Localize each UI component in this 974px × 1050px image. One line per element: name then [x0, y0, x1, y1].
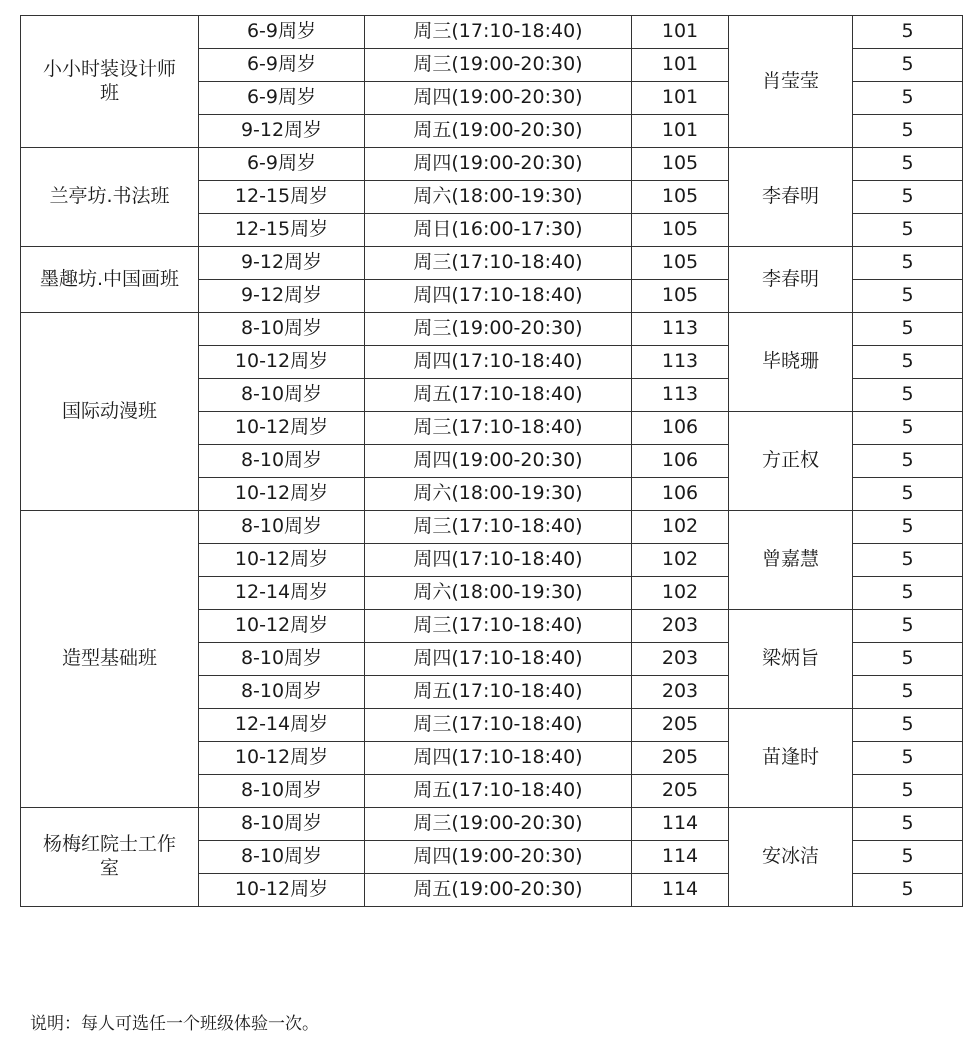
class-time-cell: 周五(19:00-20:30): [365, 874, 632, 907]
teacher-cell: 梁炳旨: [729, 610, 853, 709]
class-time-cell: 周五(17:10-18:40): [365, 379, 632, 412]
class-time-cell: 周三(17:10-18:40): [365, 709, 632, 742]
room-cell: 203: [632, 676, 729, 709]
quota-cell: 5: [853, 709, 963, 742]
age-range-cell: 8-10周岁: [199, 643, 365, 676]
class-time-cell: 周五(17:10-18:40): [365, 676, 632, 709]
class-name-cell: 国际动漫班: [21, 313, 199, 511]
room-cell: 102: [632, 544, 729, 577]
quota-cell: 5: [853, 643, 963, 676]
age-range-cell: 8-10周岁: [199, 808, 365, 841]
age-range-cell: 10-12周岁: [199, 346, 365, 379]
teacher-cell: 方正权: [729, 412, 853, 511]
table-row: [21, 148, 963, 181]
class-time-cell: 周三(19:00-20:30): [365, 313, 632, 346]
schedule-body: [21, 16, 963, 907]
quota-cell: 5: [853, 841, 963, 874]
class-name-cell: 杨梅红院士工作室: [21, 808, 199, 907]
footnote: 说明：每人可选任一个班级体验一次。: [30, 1014, 319, 1034]
room-cell: 105: [632, 247, 729, 280]
class-time-cell: 周四(19:00-20:30): [365, 445, 632, 478]
table-row: [21, 808, 963, 841]
class-schedule-table: [20, 15, 963, 907]
quota-cell: 5: [853, 115, 963, 148]
age-range-cell: 12-14周岁: [199, 709, 365, 742]
age-range-cell: 8-10周岁: [199, 379, 365, 412]
room-cell: 106: [632, 412, 729, 445]
room-cell: 105: [632, 148, 729, 181]
age-range-cell: 10-12周岁: [199, 874, 365, 907]
room-cell: 114: [632, 808, 729, 841]
room-cell: 203: [632, 610, 729, 643]
quota-cell: 5: [853, 16, 963, 49]
class-time-cell: 周三(19:00-20:30): [365, 49, 632, 82]
table-row: [21, 511, 963, 544]
room-cell: 113: [632, 346, 729, 379]
class-time-cell: 周六(18:00-19:30): [365, 181, 632, 214]
age-range-cell: 8-10周岁: [199, 841, 365, 874]
room-cell: 101: [632, 115, 729, 148]
teacher-cell: 苗逢时: [729, 709, 853, 808]
room-cell: 205: [632, 775, 729, 808]
quota-cell: 5: [853, 544, 963, 577]
class-name-cell: 墨趣坊.中国画班: [21, 247, 199, 313]
age-range-cell: 6-9周岁: [199, 49, 365, 82]
class-time-cell: 周四(19:00-20:30): [365, 82, 632, 115]
room-cell: 102: [632, 511, 729, 544]
quota-cell: 5: [853, 181, 963, 214]
quota-cell: 5: [853, 511, 963, 544]
age-range-cell: 6-9周岁: [199, 82, 365, 115]
teacher-cell: 安冰洁: [729, 808, 853, 907]
age-range-cell: 10-12周岁: [199, 742, 365, 775]
age-range-cell: 6-9周岁: [199, 16, 365, 49]
class-name-cell: 小小时装设计师班: [21, 16, 199, 148]
age-range-cell: 10-12周岁: [199, 412, 365, 445]
table-row: [21, 313, 963, 346]
class-time-cell: 周三(17:10-18:40): [365, 247, 632, 280]
quota-cell: 5: [853, 148, 963, 181]
room-cell: 101: [632, 16, 729, 49]
quota-cell: 5: [853, 214, 963, 247]
quota-cell: 5: [853, 247, 963, 280]
teacher-cell: 肖莹莹: [729, 16, 853, 148]
class-name-cell: 兰亭坊.书法班: [21, 148, 199, 247]
class-time-cell: 周四(17:10-18:40): [365, 742, 632, 775]
class-time-cell: 周三(17:10-18:40): [365, 412, 632, 445]
age-range-cell: 9-12周岁: [199, 247, 365, 280]
quota-cell: 5: [853, 346, 963, 379]
age-range-cell: 12-15周岁: [199, 214, 365, 247]
age-range-cell: 8-10周岁: [199, 313, 365, 346]
class-time-cell: 周四(17:10-18:40): [365, 346, 632, 379]
room-cell: 106: [632, 445, 729, 478]
age-range-cell: 8-10周岁: [199, 445, 365, 478]
class-time-cell: 周四(19:00-20:30): [365, 148, 632, 181]
table-row: [21, 16, 963, 49]
age-range-cell: 8-10周岁: [199, 775, 365, 808]
quota-cell: 5: [853, 808, 963, 841]
teacher-cell: 曾嘉慧: [729, 511, 853, 610]
room-cell: 105: [632, 181, 729, 214]
quota-cell: 5: [853, 742, 963, 775]
room-cell: 113: [632, 379, 729, 412]
quota-cell: 5: [853, 379, 963, 412]
room-cell: 101: [632, 82, 729, 115]
room-cell: 205: [632, 742, 729, 775]
room-cell: 101: [632, 49, 729, 82]
age-range-cell: 10-12周岁: [199, 610, 365, 643]
room-cell: 203: [632, 643, 729, 676]
room-cell: 113: [632, 313, 729, 346]
quota-cell: 5: [853, 610, 963, 643]
class-time-cell: 周五(19:00-20:30): [365, 115, 632, 148]
room-cell: 105: [632, 214, 729, 247]
age-range-cell: 12-15周岁: [199, 181, 365, 214]
room-cell: 114: [632, 841, 729, 874]
quota-cell: 5: [853, 49, 963, 82]
teacher-cell: 李春明: [729, 148, 853, 247]
class-time-cell: 周三(17:10-18:40): [365, 610, 632, 643]
class-time-cell: 周六(18:00-19:30): [365, 478, 632, 511]
class-time-cell: 周六(18:00-19:30): [365, 577, 632, 610]
quota-cell: 5: [853, 676, 963, 709]
age-range-cell: 9-12周岁: [199, 280, 365, 313]
quota-cell: 5: [853, 445, 963, 478]
quota-cell: 5: [853, 82, 963, 115]
quota-cell: 5: [853, 874, 963, 907]
age-range-cell: 10-12周岁: [199, 544, 365, 577]
room-cell: 102: [632, 577, 729, 610]
room-cell: 114: [632, 874, 729, 907]
quota-cell: 5: [853, 313, 963, 346]
class-time-cell: 周五(17:10-18:40): [365, 775, 632, 808]
class-time-cell: 周四(17:10-18:40): [365, 280, 632, 313]
class-time-cell: 周三(17:10-18:40): [365, 511, 632, 544]
age-range-cell: 9-12周岁: [199, 115, 365, 148]
age-range-cell: 8-10周岁: [199, 511, 365, 544]
class-time-cell: 周三(19:00-20:30): [365, 808, 632, 841]
quota-cell: 5: [853, 280, 963, 313]
teacher-cell: 毕晓珊: [729, 313, 853, 412]
class-time-cell: 周三(17:10-18:40): [365, 16, 632, 49]
quota-cell: 5: [853, 478, 963, 511]
class-time-cell: 周四(17:10-18:40): [365, 643, 632, 676]
age-range-cell: 8-10周岁: [199, 676, 365, 709]
class-time-cell: 周日(16:00-17:30): [365, 214, 632, 247]
age-range-cell: 10-12周岁: [199, 478, 365, 511]
age-range-cell: 12-14周岁: [199, 577, 365, 610]
room-cell: 106: [632, 478, 729, 511]
quota-cell: 5: [853, 577, 963, 610]
class-time-cell: 周四(19:00-20:30): [365, 841, 632, 874]
teacher-cell: 李春明: [729, 247, 853, 313]
quota-cell: 5: [853, 775, 963, 808]
room-cell: 205: [632, 709, 729, 742]
class-name-cell: 造型基础班: [21, 511, 199, 808]
age-range-cell: 6-9周岁: [199, 148, 365, 181]
room-cell: 105: [632, 280, 729, 313]
quota-cell: 5: [853, 412, 963, 445]
table-row: [21, 247, 963, 280]
class-time-cell: 周四(17:10-18:40): [365, 544, 632, 577]
